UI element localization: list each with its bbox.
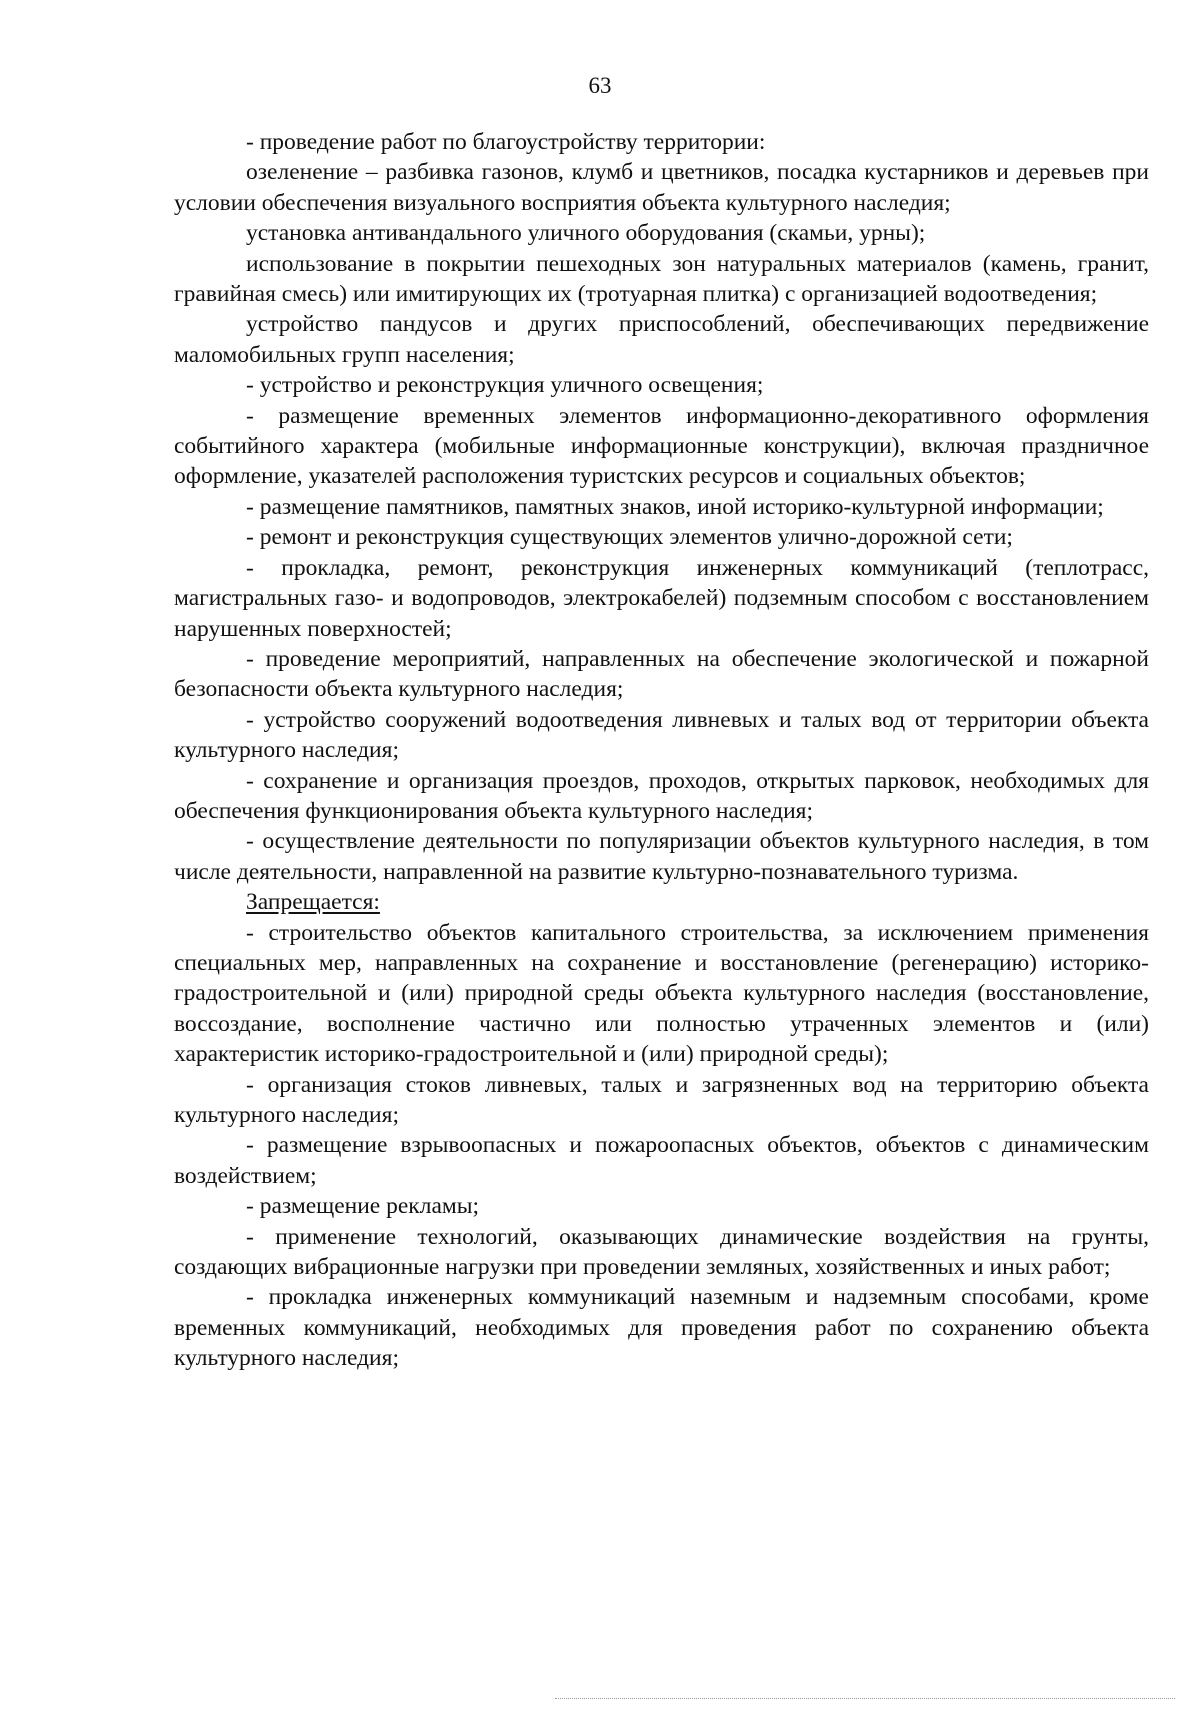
paragraph: - устройство и реконструкция уличного освещения; xyxy=(246,372,764,399)
paragraph: - проведение работ по благоустройству территории: xyxy=(246,129,766,155)
page-number: 63 xyxy=(588,73,612,98)
prohibited-item: - размещение взрывоопасных и пожароопасных объектов, объектов с динамическим воздействием; xyxy=(174,1132,1149,1189)
paragraph: - ремонт и реконструкция существующих элементов улично-дорожной сети; xyxy=(246,524,1013,551)
scan-edge-line xyxy=(555,1698,1175,1699)
prohibited-item: - прокладка инженерных коммуникаций наземным и надземным способами, кроме временных коммуникаций, необходимых для проведения работ по сохранению объекта культурного наследия; xyxy=(174,1284,1149,1372)
section-heading-prohibited xyxy=(174,887,1149,917)
prohibited-heading-text: Запрещается: xyxy=(246,889,380,916)
prohibited-item: - применение технологий, оказывающих динамические воздействия на грунты, создающих вибрационные нагрузки при проведении земляных, хозяйственных и иных работ; xyxy=(174,1223,1149,1281)
paragraph: озеленение – разбивка газонов, клумб и цветников, посадка кустарников и деревьев при условии обеспечения визуального восприятия объекта культурного наследия; xyxy=(174,159,1149,216)
paragraph: - устройство сооружений водоотведения ливневых и талых вод от территории объекта культурного наследия; xyxy=(174,706,1149,764)
paragraph: устройство пандусов и других приспособлений, обеспечивающих передвижение маломобильных групп населения; xyxy=(174,311,1149,368)
paragraph: - прокладка, ремонт, реконструкция инженерных коммуникаций (теплотрасс, магистральных газо- и водопроводов, электрокабелей) подземным способом с восстановлением нарушенных поверхностей; xyxy=(174,554,1149,642)
paragraph: - сохранение и организация проездов, проходов, открытых парковок, необходимых для обеспечения функционирования объекта культурного наследия; xyxy=(174,767,1149,824)
prohibited-item: - организация стоков ливневых, талых и загрязненных вод на территорию объекта культурного наследия; xyxy=(174,1071,1149,1128)
paragraph: - размещение временных элементов информационно-декоративного оформления событийного характера (мобильные информационные конструкции), включая праздничное оформление, указателей расположения туристских ресурсов и социальных объектов; xyxy=(174,402,1149,490)
paragraph: - осуществление деятельности по популяризации объектов культурного наследия, в том числе деятельности, направленной на развитие культурно-познавательного туризма. xyxy=(174,828,1149,885)
paragraph: установка антивандального уличного оборудования (скамьи, урны); xyxy=(246,220,926,247)
document-body xyxy=(174,127,1149,1374)
prohibited-item: - строительство объектов капитального строительства, за исключением применения специальных мер, направленных на сохранение и восстановление (регенерацию) историко-градостроительной и (или) природной среды объекта культурного наследия (восстановление, воссоздание, восполнение частично или полностью утраченных элементов и (или) характеристик историко-градостроительной и (или) природной среды); xyxy=(174,919,1149,1068)
paragraph: - размещение памятников, памятных знаков, иной историко-культурной информации; xyxy=(246,493,1104,520)
prohibited-item: - размещение рекламы; xyxy=(246,1193,480,1220)
paragraph: - проведение мероприятий, направленных на обеспечение экологической и пожарной безопасности объекта культурного наследия; xyxy=(174,645,1149,703)
paragraph: использование в покрытии пешеходных зон натуральных материалов (камень, гранит, гравийная смесь) или имитирующих их (тротуарная плитка) с организацией водоотведения; xyxy=(174,250,1149,308)
